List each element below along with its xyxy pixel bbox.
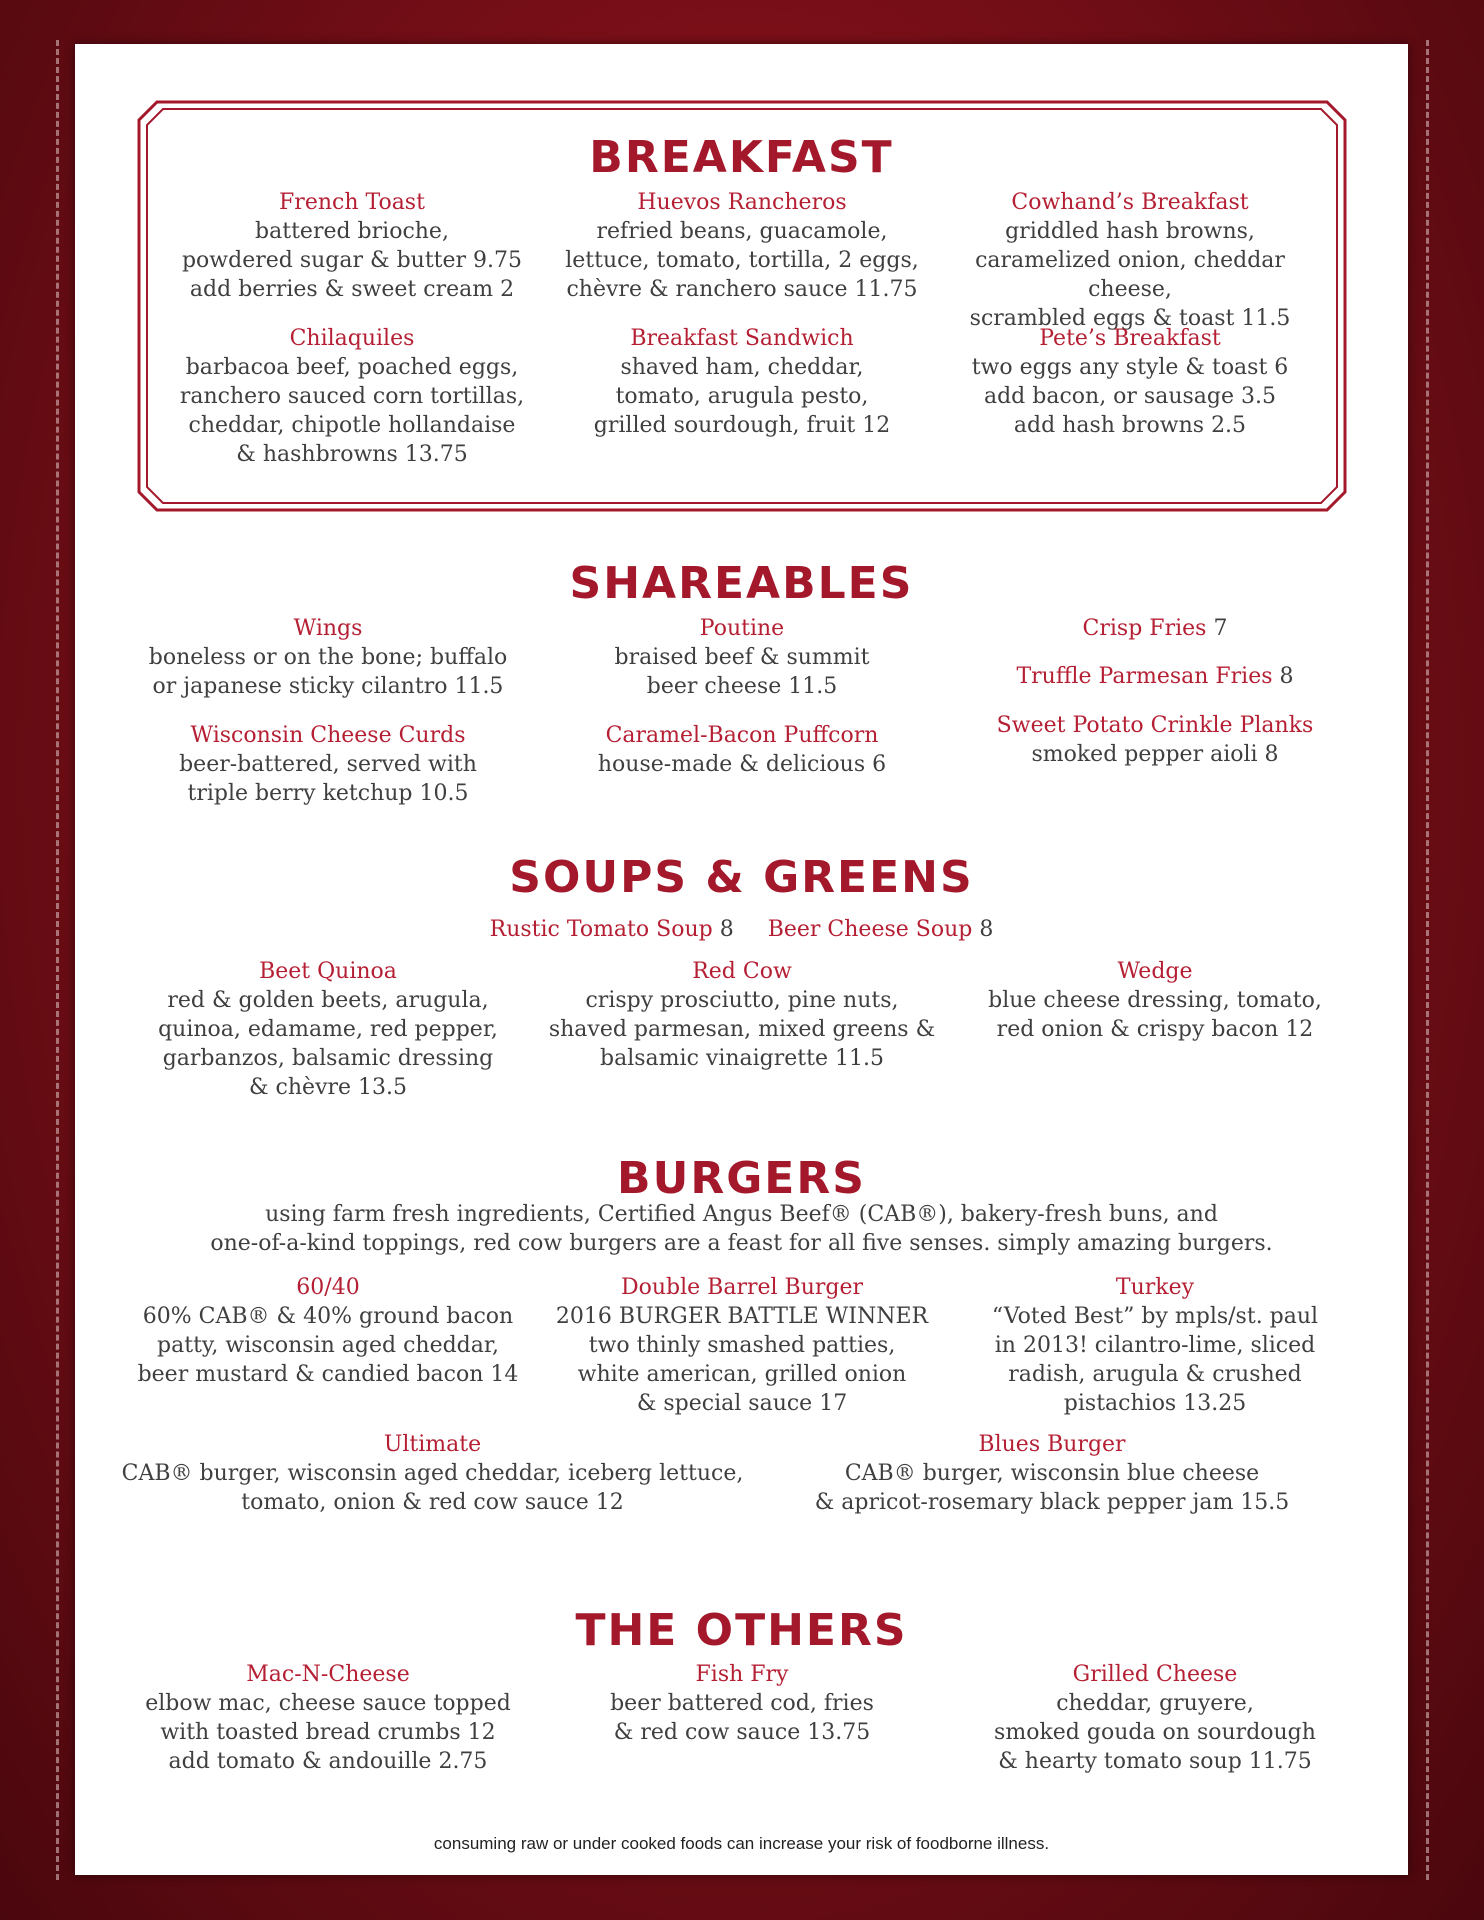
menu-item-caramel-bacon-puffcorn	[542, 721, 942, 779]
item-description: braised beef & summit beer cheese 11.5	[614, 645, 870, 699]
item-description: elbow mac, cheese sauce topped with toasted bread crumbs 12 add tomato & andouille 2.75	[145, 1691, 511, 1774]
item-description: “Voted Best” by mpls/st. paul in 2013! cilantro-lime, sliced radish, arugula & crushed pistachios 13.25	[991, 1304, 1319, 1416]
item-description: blue cheese dressing, tomato, red onion & crispy bacon 12	[988, 988, 1322, 1042]
soup-name: Rustic Tomato Soup	[489, 917, 713, 942]
breakfast-title: BREAKFAST	[589, 132, 894, 183]
left-stitching	[56, 40, 59, 1880]
item-name: Grilled Cheese	[1072, 1662, 1238, 1687]
item-description: red & golden beets, arugula, quinoa, edamame, red pepper, garbanzos, balsamic dressing & chèvre 13.5	[158, 988, 498, 1100]
item-name: Double Barrel Burger	[620, 1275, 864, 1300]
item-name: Blues Burger	[978, 1432, 1126, 1457]
menu-item-turkey	[955, 1273, 1355, 1418]
item-name: Truffle Parmesan Fries	[1016, 664, 1273, 689]
item-name: Turkey	[1115, 1275, 1195, 1300]
menu-item-breakfast-sandwich	[542, 324, 942, 440]
menu-item-double-barrel-burger	[542, 1273, 942, 1418]
soup-name: Beer Cheese Soup	[767, 917, 973, 942]
menu-item-sweet-potato-crinkle-planks	[955, 711, 1355, 769]
item-name: Fish Fry	[695, 1662, 789, 1687]
item-name: Wings	[293, 616, 363, 641]
right-stitching	[1426, 40, 1429, 1880]
item-description: shaved ham, cheddar, tomato, arugula pesto, grilled sourdough, fruit 12	[593, 355, 891, 438]
item-description: crispy prosciutto, pine nuts, shaved parmesan, mixed greens & balsamic vinaigrette 11.5	[548, 988, 936, 1071]
burgers-intro: using farm fresh ingredients, Certified Angus Beef® (CAB®), bakery-fresh buns, and one-of-a-kind toppings, red cow burgers are a feast for all five senses. simply amazing burgers.	[210, 1202, 1273, 1256]
item-description: cheddar, gruyere, smoked gouda on sourdough & hearty tomato soup 11.75	[994, 1691, 1316, 1774]
menu-item-petes-breakfast	[930, 324, 1330, 440]
item-name: Sweet Potato Crinkle Planks	[996, 713, 1314, 738]
menu-item-poutine	[542, 614, 942, 701]
item-name: Pete’s Breakfast	[1039, 326, 1221, 351]
soups-greens-title: SOUPS & GREENS	[509, 852, 974, 903]
menu-item-blues-burger	[792, 1430, 1312, 1517]
item-name: Cowhand’s Breakfast	[1011, 190, 1249, 215]
item-name: Poutine	[699, 616, 785, 641]
item-description: 60% CAB® & 40% ground bacon patty, wisconsin aged cheddar, beer mustard & candied bacon 14	[137, 1304, 519, 1387]
soup-price: 8	[719, 917, 734, 942]
soup-price: 8	[979, 917, 994, 942]
item-description: griddled hash browns, caramelized onion, cheddar cheese, scrambled eggs & toast 11.5	[969, 219, 1291, 331]
item-description: smoked pepper aioli 8	[1031, 742, 1279, 767]
menu-item-chilaquiles	[152, 324, 552, 469]
item-description: refried beans, guacamole, lettuce, tomato, tortilla, 2 eggs, chèvre & ranchero sauce 11.75	[565, 219, 919, 302]
menu-item-crisp-fries	[955, 614, 1355, 643]
menu-item-huevos-rancheros	[542, 188, 942, 304]
item-name: Caramel-Bacon Puffcorn	[605, 723, 879, 748]
item-description: CAB® burger, wisconsin blue cheese & apricot-rosemary black pepper jam 15.5	[814, 1461, 1290, 1515]
item-name: Breakfast Sandwich	[630, 326, 854, 351]
food-safety-disclaimer: consuming raw or under cooked foods can increase your risk of foodborne illness.	[433, 1834, 1050, 1853]
menu-item-wisconsin-cheese-curds	[128, 721, 528, 808]
item-name: Huevos Rancheros	[637, 190, 847, 215]
item-description: house-made & delicious 6	[597, 752, 887, 777]
item-price: 8	[1279, 664, 1294, 689]
item-name: Wedge	[1117, 959, 1193, 984]
item-description: two eggs any style & toast 6 add bacon, or sausage 3.5 add hash browns 2.5	[971, 355, 1289, 438]
menu-item-red-cow	[522, 957, 962, 1073]
menu-item-truffle-parmesan-fries	[955, 662, 1355, 691]
menu-item-ultimate	[110, 1430, 755, 1517]
menu-item-mac-n-cheese	[128, 1660, 528, 1776]
item-description: 2016 BURGER BATTLE WINNER two thinly smashed patties, white american, grilled onion & special sauce 17	[555, 1304, 929, 1416]
burgers-title: BURGERS	[617, 1153, 866, 1204]
item-name: Wisconsin Cheese Curds	[190, 723, 466, 748]
item-name: Mac-N-Cheese	[246, 1662, 410, 1687]
menu-item-wings	[128, 614, 528, 701]
others-title: THE OTHERS	[575, 1605, 908, 1656]
item-name: Red Cow	[692, 959, 792, 984]
item-description: barbacoa beef, poached eggs, ranchero sauced corn tortillas, cheddar, chipotle hollandaise & hashbrowns 13.75	[179, 355, 525, 467]
item-description: battered brioche, powdered sugar & butter 9.75 add berries & sweet cream 2	[181, 219, 523, 302]
menu-item-beet-quinoa	[128, 957, 528, 1102]
menu-item-grilled-cheese	[955, 1660, 1355, 1776]
item-description: beer battered cod, fries & red cow sauce 13.75	[610, 1691, 874, 1745]
menu-item-60-40	[128, 1273, 528, 1389]
shareables-title: SHAREABLES	[569, 558, 914, 609]
item-description: beer-battered, served with triple berry ketchup 10.5	[179, 752, 477, 806]
item-name: Ultimate	[383, 1432, 482, 1457]
item-name: Chilaquiles	[289, 326, 415, 351]
item-name: Beet Quinoa	[259, 959, 397, 984]
item-description: boneless or on the bone; buffalo or japanese sticky cilantro 11.5	[148, 645, 508, 699]
item-name: 60/40	[296, 1275, 360, 1300]
menu-item-cowhands-breakfast	[930, 188, 1330, 333]
soups-line	[75, 915, 1408, 944]
menu-item-wedge	[955, 957, 1355, 1044]
item-name: French Toast	[279, 190, 425, 215]
item-price: 7	[1213, 616, 1228, 641]
menu-item-fish-fry	[542, 1660, 942, 1747]
menu-item-french-toast	[152, 188, 552, 304]
item-description: CAB® burger, wisconsin aged cheddar, iceberg lettuce, tomato, onion & red cow sauce 12	[121, 1461, 744, 1515]
item-name: Crisp Fries	[1082, 616, 1207, 641]
